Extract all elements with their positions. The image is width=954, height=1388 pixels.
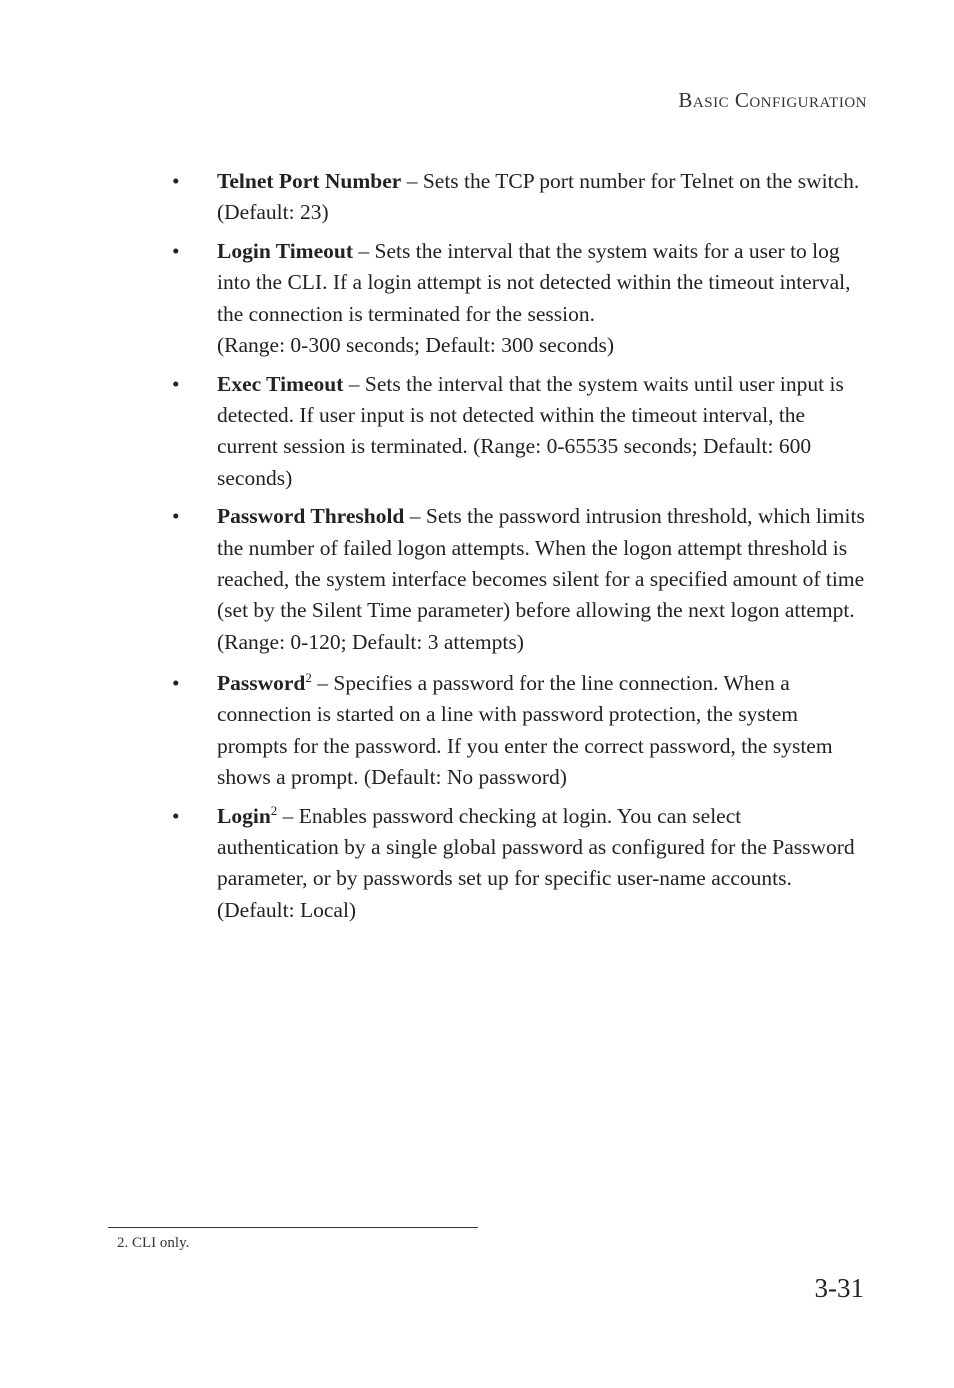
list-item <box>0 236 865 361</box>
item-term: Login Timeout <box>217 239 354 264</box>
list-item <box>0 369 865 494</box>
item-term: Telnet Port Number <box>217 169 402 193</box>
list-item <box>0 501 865 657</box>
bullet: • <box>172 169 180 193</box>
footnote-reference[interactable]: 2 <box>270 802 278 818</box>
bullet: • <box>172 239 180 264</box>
list-item <box>0 801 865 926</box>
item-description: – Sets the password intrusion threshold, which limits the number of failed logon attempts. When the logon attempt threshold is reached, the system interface becomes silent for a specified amount of time (set by the Silent Time parameter) before allowing the next logon attempt. (Range: 0-120; Default: 3 attempts) <box>217 504 865 654</box>
item-description: – Enables password checking at login. You can select authentication by a single global password as configured for the Password parameter, or by passwords set up for specific user-name accounts. (Default: Local) <box>217 803 855 922</box>
footnote: 2. CLI only. <box>117 1235 190 1251</box>
page-number: 3-31 <box>814 1273 864 1303</box>
item-term: Exec Timeout <box>217 371 344 396</box>
bullet: • <box>172 371 180 396</box>
item-description: – Sets the TCP port number for Telnet on the switch. (Default: 23) <box>217 169 860 225</box>
bullet: • <box>172 504 180 529</box>
item-description: – Sets the interval that the system waits until user input is detected. If user input is not detected within the timeout interval, the current session is terminated. (Range: 0-65535 seconds; Default: 600 seconds) <box>217 371 844 490</box>
bullet: • <box>172 670 180 695</box>
running-header: Basic Configuration <box>678 88 867 112</box>
bullet: • <box>172 803 180 828</box>
footnote-reference[interactable]: 2 <box>305 669 312 685</box>
list-item <box>0 166 865 229</box>
item-term: Password <box>217 670 306 695</box>
footnote-divider <box>108 1227 478 1228</box>
item-description: – Sets the interval that the system waits for a user to log into the CLI. If a login attempt is not detected within the timeout interval, the connection is terminated for the session. <box>217 239 851 326</box>
item-term: Login <box>217 803 271 828</box>
item-range: (Range: 0-300 seconds; Default: 300 seconds) <box>217 332 615 357</box>
parameter-list <box>0 166 954 933</box>
list-item <box>0 668 865 793</box>
item-term: Password Threshold <box>217 504 405 529</box>
item-description: – Specifies a password for the line connection. When a connection is started on a line with password protection, the system prompts for the password. If you enter the correct password, the system shows a prompt. (Default: No password) <box>217 670 833 789</box>
